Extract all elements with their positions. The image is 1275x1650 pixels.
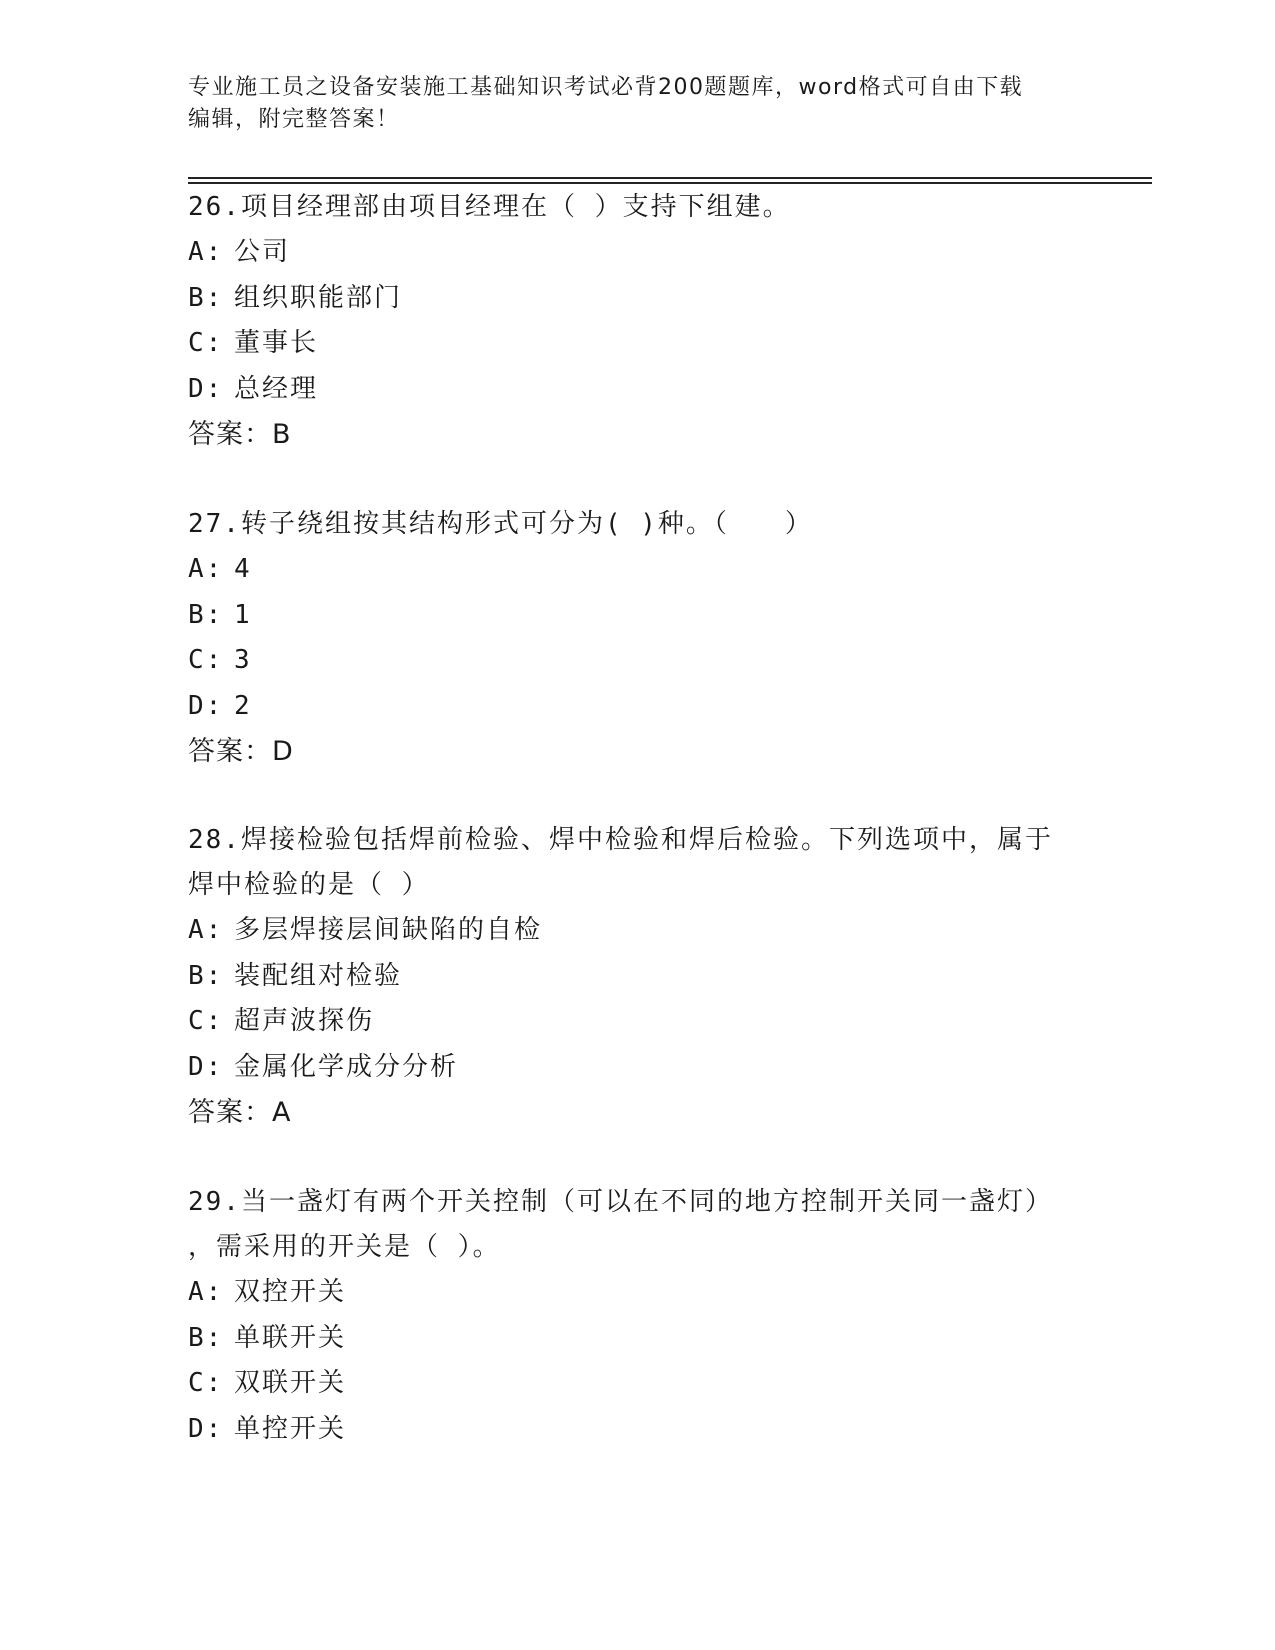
option-b: B: 装配组对检验 [188,960,403,991]
answer: 答案：D [188,736,294,767]
question-text-line-1: 28.焊接检验包括焊前检验、焊中检验和焊后检验。下列选项中，属于 [188,825,1053,855]
question-29 [188,1180,1088,1452]
option-d: D: 单控开关 [188,1413,347,1444]
header-line-2: 编辑，附完整答案！ [188,107,400,132]
option-a: A: 双控开关 [188,1277,347,1307]
option-c: C: 3 [188,645,252,675]
option-d: D: 金属化学成分分析 [188,1051,459,1082]
header-divider-top [188,177,1152,179]
question-28 [188,818,1088,1135]
option-b: B: 1 [188,599,252,630]
answer: 答案：A [188,1097,292,1128]
option-a: A: 公司 [188,237,291,267]
question-26 [188,185,1088,457]
header-line-1: 专业施工员之设备安装施工基础知识考试必背200题题库，word格式可自由下载 [188,75,1024,100]
option-b: B: 单联开关 [188,1322,347,1353]
header-divider-bottom [188,182,1152,184]
answer: 答案：B [188,419,292,450]
option-a: A: 多层焊接层间缺陷的自检 [188,915,543,945]
document-header [188,72,1088,136]
option-d: D: 2 [188,690,252,721]
option-d: D: 总经理 [188,373,319,404]
option-c: C: 董事长 [188,328,319,358]
question-text: 26.项目经理部由项目经理在（ ）支持下组建。 [188,192,791,222]
question-text-line-2: 焊中检验的是（ ） [188,870,430,900]
option-b: B: 组织职能部门 [188,282,403,313]
question-text: 27.转子绕组按其结构形式可分为( )种。（ ） [188,509,813,539]
question-27 [188,502,1088,774]
question-text-line-2: ，需采用的开关是（ ）。 [188,1232,501,1262]
question-text-line-1: 29.当一盏灯有两个开关控制（可以在不同的地方控制开关同一盏灯） [188,1187,1053,1217]
option-c: C: 超声波探伤 [188,1006,375,1036]
option-c: C: 双联开关 [188,1368,347,1398]
option-a: A: 4 [188,554,252,584]
